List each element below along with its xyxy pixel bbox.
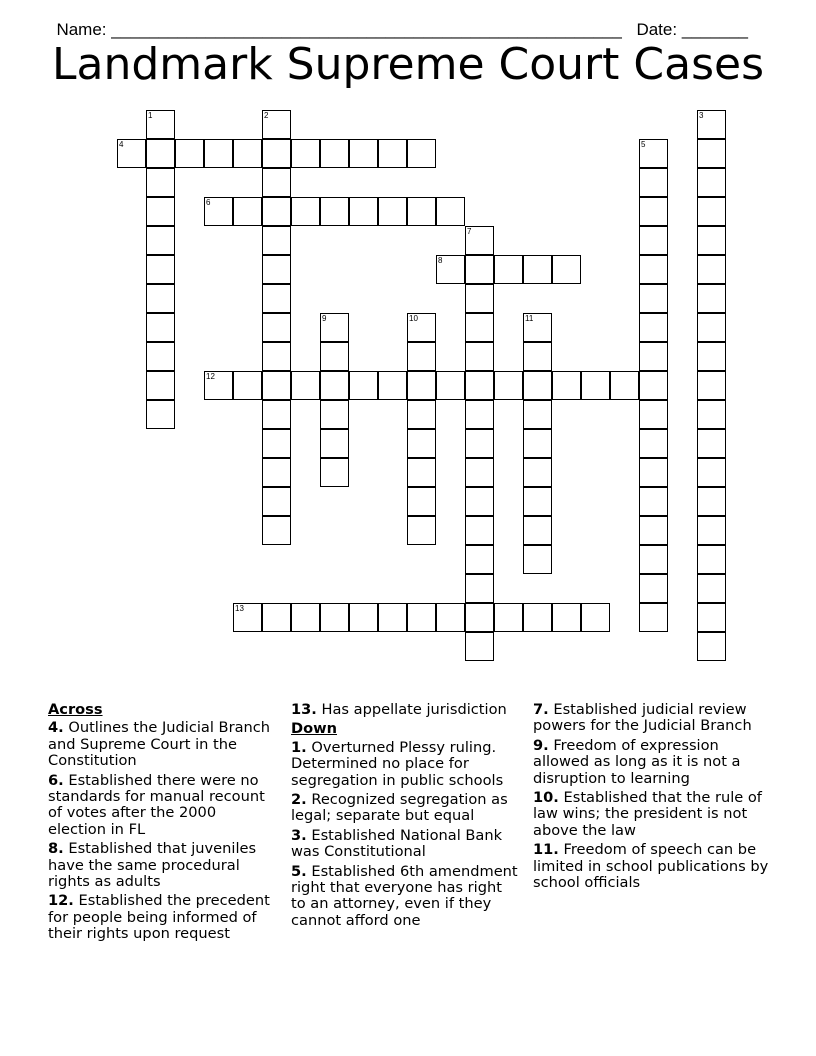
grid-cell[interactable]: [262, 371, 291, 400]
clue-down-3: 3. Established National Bank was Constitutional: [291, 826, 503, 861]
grid-cell[interactable]: [407, 458, 436, 487]
grid-cell[interactable]: [523, 313, 552, 342]
grid-cell[interactable]: [639, 545, 668, 574]
clue-number: 9: [322, 314, 327, 323]
grid-cell[interactable]: [639, 139, 668, 168]
grid-cell[interactable]: [204, 139, 233, 168]
grid-cell[interactable]: [146, 139, 175, 168]
clue-down-7: 7. Established judicial review powers for the Judicial Branch: [533, 701, 752, 735]
grid-cell[interactable]: [697, 226, 726, 255]
grid-cell[interactable]: [436, 603, 465, 632]
grid-cell[interactable]: [349, 197, 378, 226]
grid-cell[interactable]: [581, 371, 610, 400]
grid-cell[interactable]: [639, 168, 668, 197]
grid-cell[interactable]: [262, 110, 291, 139]
grid-cell[interactable]: [697, 284, 726, 313]
grid-cell[interactable]: [494, 255, 523, 284]
grid-cell[interactable]: [146, 110, 175, 139]
grid-cell[interactable]: [552, 603, 581, 632]
grid-cell[interactable]: [639, 226, 668, 255]
grid-cell[interactable]: [697, 342, 726, 371]
grid-cell[interactable]: [146, 197, 175, 226]
grid-cell[interactable]: [465, 458, 494, 487]
clue-down-10: 10. Established that the rule of law wins; the president is not above the law: [533, 789, 762, 839]
grid-cell[interactable]: [291, 197, 320, 226]
grid-cell[interactable]: [639, 516, 668, 545]
grid-cell[interactable]: [552, 371, 581, 400]
grid-cell[interactable]: [378, 197, 407, 226]
grid-cell[interactable]: [523, 400, 552, 429]
grid-cell[interactable]: [581, 603, 610, 632]
grid-cell[interactable]: [378, 139, 407, 168]
grid-cell[interactable]: [262, 226, 291, 255]
grid-cell[interactable]: [349, 603, 378, 632]
name-line[interactable]: ______________________________________________________: [111, 20, 622, 39]
clue-number: 12: [206, 372, 215, 381]
grid-cell[interactable]: [639, 342, 668, 371]
grid-cell[interactable]: [320, 400, 349, 429]
grid-cell[interactable]: [407, 400, 436, 429]
grid-cell[interactable]: [697, 139, 726, 168]
clue-down-2: 2. Recognized segregation as legal; separate but equal: [291, 791, 508, 825]
grid-cell[interactable]: [436, 197, 465, 226]
grid-cell[interactable]: [465, 342, 494, 371]
grid-cell[interactable]: [697, 632, 726, 661]
clues-column-3: [533, 702, 773, 894]
grid-cell[interactable]: [146, 371, 175, 400]
grid-cell[interactable]: [436, 371, 465, 400]
clue-number: 10: [409, 314, 418, 323]
grid-cell[interactable]: [639, 284, 668, 313]
grid-cell[interactable]: [146, 255, 175, 284]
clue-number: 6: [206, 198, 211, 207]
grid-cell[interactable]: [262, 197, 291, 226]
clue-across-12: 12. Established the precedent for people being informed of their rights upon request: [48, 892, 270, 943]
grid-cell[interactable]: [494, 371, 523, 400]
grid-cell[interactable]: [465, 632, 494, 661]
grid-cell[interactable]: [523, 255, 552, 284]
grid-cell[interactable]: [465, 371, 494, 400]
clue-number: 4: [119, 140, 124, 149]
name-label: Name:: [56, 20, 112, 39]
grid-cell[interactable]: [465, 603, 494, 632]
across-heading: Across: [48, 701, 103, 718]
grid-cell[interactable]: [175, 139, 204, 168]
clue-down-5: 5. Established 6th amendment right that everyone has right to an attorney, even if they cannot afford one: [291, 862, 518, 929]
grid-cell[interactable]: [465, 400, 494, 429]
grid-cell[interactable]: [320, 603, 349, 632]
grid-cell[interactable]: [465, 574, 494, 603]
grid-cell[interactable]: [407, 516, 436, 545]
grid-cell[interactable]: [697, 400, 726, 429]
grid-cell[interactable]: [233, 603, 262, 632]
down-heading: Down: [291, 720, 338, 738]
clue-down-9: 9. Freedom of expression allowed as long as it is not a disruption to learning: [533, 736, 741, 787]
grid-cell[interactable]: [291, 371, 320, 400]
grid-cell[interactable]: [465, 226, 494, 255]
grid-cell[interactable]: [465, 284, 494, 313]
grid-cell[interactable]: [146, 226, 175, 255]
clue-number: 8: [438, 256, 443, 265]
grid-cell[interactable]: [233, 139, 262, 168]
clue-down-1: 1. Overturned Plessy ruling. Determined no place for segregation in public schools: [291, 738, 504, 789]
grid-cell[interactable]: [204, 197, 233, 226]
grid-cell[interactable]: [320, 197, 349, 226]
clue-number: 11: [525, 314, 534, 323]
grid-cell[interactable]: [378, 371, 407, 400]
clue-number: 1: [148, 111, 153, 120]
grid-cell[interactable]: [523, 516, 552, 545]
grid-cell[interactable]: [378, 603, 407, 632]
grid-cell[interactable]: [697, 574, 726, 603]
grid-cell[interactable]: [262, 168, 291, 197]
grid-cell[interactable]: [146, 168, 175, 197]
grid-cell[interactable]: [262, 516, 291, 545]
grid-cell[interactable]: [262, 313, 291, 342]
grid-cell[interactable]: [320, 139, 349, 168]
grid-cell[interactable]: [639, 574, 668, 603]
clues-column-2: [291, 702, 519, 932]
grid-cell[interactable]: [407, 313, 436, 342]
grid-cell[interactable]: [407, 371, 436, 400]
grid-cell[interactable]: [639, 371, 668, 400]
grid-cell[interactable]: [465, 516, 494, 545]
grid-cell[interactable]: [465, 429, 494, 458]
grid-cell[interactable]: [233, 371, 262, 400]
grid-cell[interactable]: [407, 603, 436, 632]
grid-cell[interactable]: [146, 342, 175, 371]
grid-cell[interactable]: [262, 342, 291, 371]
grid-cell[interactable]: [465, 313, 494, 342]
grid-cell[interactable]: [552, 255, 581, 284]
grid-cell[interactable]: [262, 603, 291, 632]
grid-cell[interactable]: [697, 603, 726, 632]
grid-cell[interactable]: [407, 342, 436, 371]
grid-cell[interactable]: [639, 313, 668, 342]
grid-cell[interactable]: [320, 458, 349, 487]
grid-cell[interactable]: [639, 603, 668, 632]
grid-cell[interactable]: [639, 458, 668, 487]
grid-cell[interactable]: [523, 371, 552, 400]
clue-across-13: 13. Has appellate jurisdiction: [291, 701, 507, 718]
grid-cell[interactable]: [320, 371, 349, 400]
grid-cell[interactable]: [639, 255, 668, 284]
grid-cell[interactable]: [697, 197, 726, 226]
grid-cell[interactable]: [262, 139, 291, 168]
grid-cell[interactable]: [262, 429, 291, 458]
clue-number: 3: [699, 111, 704, 120]
grid-cell[interactable]: [523, 342, 552, 371]
grid-cell[interactable]: [291, 603, 320, 632]
clues-column-1: [48, 702, 274, 946]
grid-cell[interactable]: [697, 371, 726, 400]
grid-cell[interactable]: [610, 371, 639, 400]
grid-cell[interactable]: [291, 139, 320, 168]
grid-cell[interactable]: [349, 139, 378, 168]
grid-cell[interactable]: [320, 342, 349, 371]
grid-cell[interactable]: [407, 429, 436, 458]
grid-cell[interactable]: [262, 487, 291, 516]
clue-down-11: 11. Freedom of speech can be limited in school publications by school officials: [533, 841, 769, 892]
grid-cell[interactable]: [146, 400, 175, 429]
clue-number: 5: [641, 140, 646, 149]
grid-cell[interactable]: [146, 284, 175, 313]
grid-cell[interactable]: [407, 487, 436, 516]
grid-cell[interactable]: [697, 429, 726, 458]
grid-cell[interactable]: [697, 110, 726, 139]
grid-cell[interactable]: [697, 516, 726, 545]
grid-cell[interactable]: [407, 139, 436, 168]
page-title: Landmark Supreme Court Cases: [52, 39, 764, 90]
grid-cell[interactable]: [639, 197, 668, 226]
grid-cell[interactable]: [697, 168, 726, 197]
grid-cell[interactable]: [320, 429, 349, 458]
date-line[interactable]: _______: [681, 20, 748, 39]
grid-cell[interactable]: [320, 313, 349, 342]
grid-cell[interactable]: [349, 371, 378, 400]
grid-cell[interactable]: [494, 603, 523, 632]
grid-cell[interactable]: [146, 313, 175, 342]
grid-cell[interactable]: [697, 458, 726, 487]
grid-cell[interactable]: [465, 545, 494, 574]
grid-cell[interactable]: [465, 487, 494, 516]
date-label: Date:: [636, 20, 682, 39]
grid-cell[interactable]: [639, 487, 668, 516]
grid-cell[interactable]: [436, 255, 465, 284]
grid-cell[interactable]: [233, 197, 262, 226]
grid-cell[interactable]: [697, 487, 726, 516]
grid-cell[interactable]: [407, 197, 436, 226]
grid-cell[interactable]: [523, 458, 552, 487]
grid-cell[interactable]: [523, 487, 552, 516]
grid-cell[interactable]: [465, 255, 494, 284]
grid-cell[interactable]: [262, 255, 291, 284]
grid-cell[interactable]: [639, 400, 668, 429]
clue-across-8: 8. Established that juveniles have the same procedural rights as adults: [48, 840, 257, 891]
grid-cell[interactable]: [262, 458, 291, 487]
grid-cell[interactable]: [697, 313, 726, 342]
grid-cell[interactable]: [697, 545, 726, 574]
clue-across-6: 6. Established there were no standards for manual recount of votes after the 2000 election in FL: [48, 771, 265, 838]
grid-cell[interactable]: [262, 400, 291, 429]
grid-cell[interactable]: [204, 371, 233, 400]
grid-cell[interactable]: [262, 284, 291, 313]
grid-cell[interactable]: [523, 545, 552, 574]
clue-number: 7: [467, 227, 472, 236]
clue-across-4: 4. Outlines the Judicial Branch and Supreme Court in the Constitution: [48, 719, 271, 770]
grid-cell[interactable]: [639, 429, 668, 458]
grid-cell[interactable]: [523, 429, 552, 458]
clue-number: 2: [264, 111, 269, 120]
grid-cell[interactable]: [117, 139, 146, 168]
grid-cell[interactable]: [523, 603, 552, 632]
clue-number: 13: [235, 604, 244, 613]
grid-cell[interactable]: [697, 255, 726, 284]
